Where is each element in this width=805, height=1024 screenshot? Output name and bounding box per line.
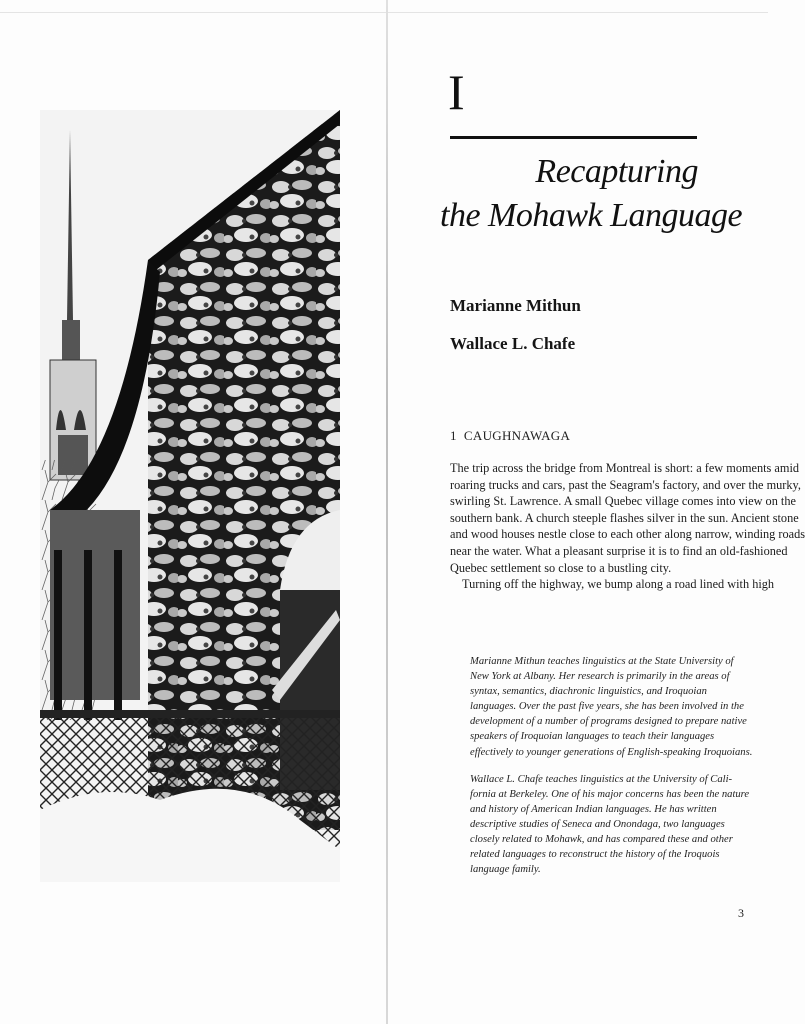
bio-line: languages. Over the past five years, she has been involved in the — [470, 701, 744, 713]
bio-line: language family. — [470, 864, 541, 876]
chapter-title-line: the Mohawk Language — [440, 197, 743, 234]
chapter-number: I — [448, 64, 465, 120]
body-line: near the water. What a pleasant surprise it is to find an old-fashioned — [450, 543, 788, 558]
author-name: Marianne Mithun — [450, 296, 581, 315]
body-line: Turning off the highway, we bump along a road lined with high — [462, 577, 775, 592]
section-title: CAUGHNAWAGA — [463, 428, 571, 443]
bio-line: development of a number of programs designed to prepare native — [470, 716, 747, 728]
body-line: swirling St. Lawrence. A small Quebec village comes into view on the — [450, 494, 796, 509]
chapter-title — [440, 150, 743, 238]
bio-mithun — [470, 654, 753, 760]
page-number: 3 — [738, 906, 744, 920]
page-top-edge — [0, 12, 768, 13]
bio-line: Marianne Mithun teaches linguistics at the State University of — [470, 656, 734, 667]
author-name: Wallace L. Chafe — [450, 334, 576, 353]
bio-line: Wallace L. Chafe teaches linguistics at the University of Cali- — [470, 773, 733, 785]
section-heading — [450, 428, 750, 444]
stone-church-photo — [40, 110, 340, 882]
bio-line: New York at Albany. Her research is primarily in the areas of — [470, 671, 730, 683]
bio-line: fornia at Berkeley. One of his major concerns has been the nature — [470, 788, 750, 800]
bio-line: effectively to younger generations of English-speaking Iroquoians. — [470, 746, 753, 758]
bio-line: speakers of Iroquoian languages to teach their languages — [470, 731, 715, 743]
body-line: Quebec settlement so close to a bustling city. — [450, 560, 672, 575]
bio-line: descriptive studies of Seneca and Onondaga, two languages — [470, 818, 725, 830]
bio-line: related languages to reconstruct the history of the Iroquois — [470, 849, 720, 861]
section-number: 1 — [450, 428, 457, 443]
body-line: roaring trucks and cars, past the Seagram's factory, and over the murky, — [450, 477, 801, 492]
author-list — [450, 296, 700, 372]
body-line: The trip across the bridge from Montreal is short: a few moments amid — [450, 461, 800, 475]
body-line: southern bank. A church steeple flashes silver in the sun. Ancient stone — [450, 510, 799, 525]
body-paragraph — [450, 460, 805, 593]
body-line: and wood houses nestle close to each other along narrow, winding roads — [450, 527, 805, 542]
chapter-rule — [450, 136, 697, 139]
bio-chafe — [470, 772, 750, 878]
bio-line: closely related to Mohawk, and has compared these and other — [470, 834, 733, 846]
bio-line: and history of American Indian languages. He has written — [470, 803, 717, 815]
author-bios — [470, 654, 753, 889]
bio-line: syntax, semantics, diachronic linguistics, and Iroquoian — [470, 686, 707, 698]
chapter-title-line: Recapturing — [535, 153, 698, 190]
book-gutter — [386, 0, 388, 1024]
